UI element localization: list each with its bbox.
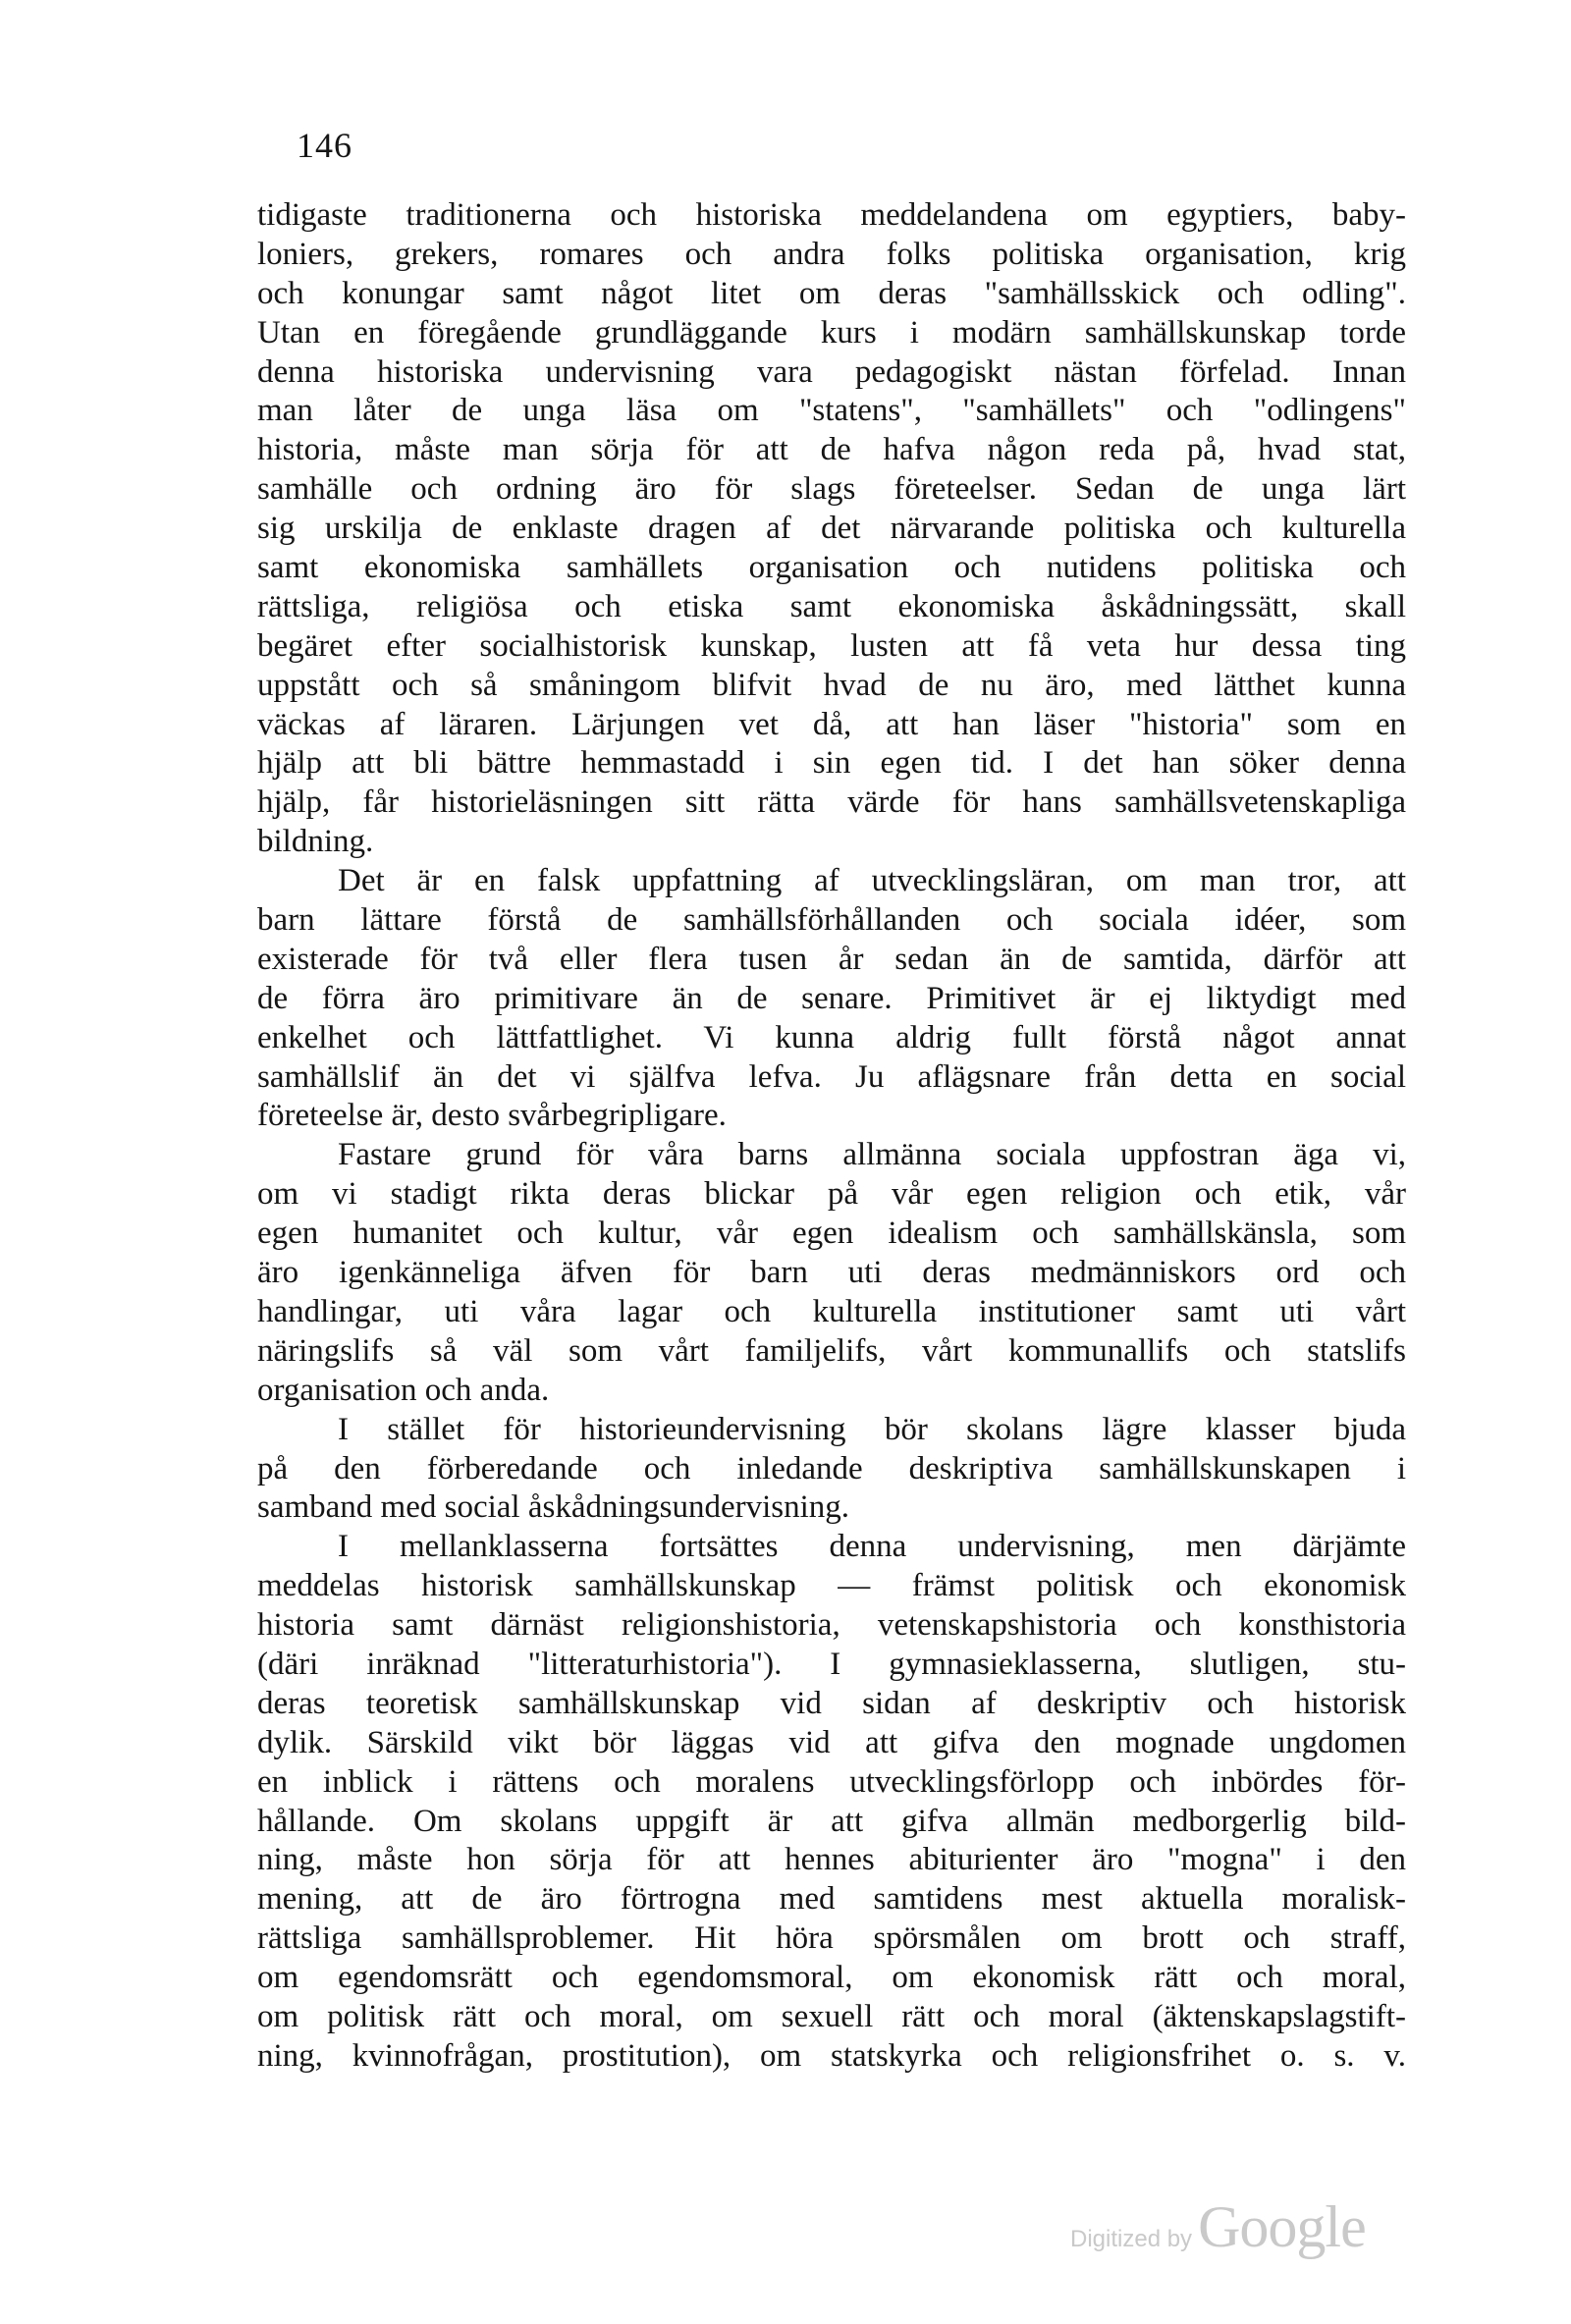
text-line: enkelhet och lättfattlighet. Vi kunna aldrig fullt förstå något annat: [257, 1019, 1406, 1055]
text-line: organisation och anda.: [257, 1372, 550, 1408]
text-line: barn lättare förstå de samhällsförhållanden och sociala idéer, som: [257, 902, 1406, 939]
text-line: och konungar samt något litet om deras "samhällsskick och odling".: [257, 275, 1406, 311]
text-line: äro igenkänneliga äfven för barn uti deras medmänniskors ord och: [257, 1255, 1406, 1291]
text-line: hållande. Om skolans uppgift är att gifva allmän medborgerlig bild-: [257, 1803, 1406, 1839]
text-line: hjälp att bli bättre hemmastadd i sin egen tid. I det han söker denna: [257, 745, 1406, 782]
text-line: Utan en föregående grundläggande kurs i modärn samhällskunskap torde: [257, 314, 1406, 351]
text-line: hjälp, får historieläsningen sitt rätta värde för hans samhällsvetenskapliga: [257, 784, 1406, 821]
page-number: 146: [297, 126, 352, 165]
text-line: rättsliga, religiösa och etiska samt ekonomiska åskådningssätt, skall: [257, 588, 1406, 624]
text-line: historia, måste man sörja för att de hafva någon reda på, hvad stat,: [257, 432, 1406, 468]
text-line: I stället för historieundervisning bör skolans lägre klasser bjuda: [338, 1411, 1406, 1447]
text-line: mening, att de äro förtrogna med samtidens mest aktuella moralisk-: [257, 1881, 1406, 1918]
google-logo: Google: [1198, 2194, 1366, 2259]
text-line: en inblick i rättens och moralens utvecklingsförlopp och inbördes för-: [257, 1763, 1406, 1800]
text-line: Fastare grund för våra barns allmänna sociala uppfostran äga vi,: [338, 1137, 1406, 1173]
text-line: samt ekonomiska samhällets organisation och nutidens politiska och: [257, 550, 1406, 586]
text-line: samhälle och ordning äro för slags företeelser. Sedan de unga lärt: [257, 471, 1406, 508]
text-line: näringslifs så väl som vårt familjelifs, vårt kommunallifs och statslifs: [257, 1332, 1406, 1369]
text-line: samband med social åskådningsundervisning.: [257, 1489, 850, 1526]
text-line: man låter de unga läsa om "statens", "samhällets" och "odlingens": [257, 393, 1406, 429]
text-line: Det är en falsk uppfattning af utvecklingsläran, om man tror, att: [338, 863, 1406, 899]
watermark-prefix: Digitized by: [1070, 2226, 1193, 2252]
body-text: [257, 196, 1406, 2077]
text-line: bildning.: [257, 824, 374, 860]
text-line: samhällslif än det vi själfva lefva. Ju aflägsnare från detta en social: [257, 1058, 1406, 1095]
text-line: rättsliga samhällsproblemer. Hit höra spörsmålen om brott och straff,: [257, 1920, 1406, 1957]
text-line: de förra äro primitivare än de senare. Primitivet är ej liktydigt med: [257, 980, 1406, 1016]
text-line: loniers, grekers, romares och andra folks politiska organisation, krig: [257, 236, 1406, 272]
text-line: begäret efter socialhistorisk kunskap, lusten att få veta hur dessa ting: [257, 627, 1406, 664]
text-line: I mellanklasserna fortsättes denna undervisning, men därjämte: [338, 1529, 1406, 1565]
text-line: egen humanitet och kultur, vår egen idealism och samhällskänsla, som: [257, 1216, 1406, 1252]
text-line: sig urskilja de enklaste dragen af det närvarande politiska och kulturella: [257, 511, 1406, 547]
text-line: meddelas historisk samhällskunskap — främst politisk och ekonomisk: [257, 1568, 1406, 1604]
text-line: uppstått och så småningom blifvit hvad de nu äro, med lätthet kunna: [257, 667, 1406, 703]
text-line: existerade för två eller flera tusen år sedan än de samtida, därför att: [257, 941, 1406, 977]
text-line: på den förberedande och inledande deskriptiva samhällskunskapen i: [257, 1450, 1406, 1486]
text-line: om egendomsrätt och egendomsmoral, om ekonomisk rätt och moral,: [257, 1960, 1406, 1996]
google-watermark: [1070, 2194, 1366, 2259]
text-line: ning, kvinnofrågan, prostitution), om statskyrka och religionsfrihet o. s. v.: [257, 2037, 1406, 2074]
text-line: företeelse är, desto svårbegripligare.: [257, 1098, 727, 1134]
text-line: tidigaste traditionerna och historiska meddelandena om egyptiers, baby-: [257, 197, 1406, 233]
text-line: väckas af läraren. Lärjungen vet då, att han läser "historia" som en: [257, 706, 1406, 742]
text-line: om politisk rätt och moral, om sexuell rätt och moral (äktenskapslagstift-: [257, 1998, 1406, 2034]
text-line: (däri inräknad "litteraturhistoria"). I gymnasieklasserna, slutligen, stu-: [257, 1646, 1406, 1682]
text-line: deras teoretisk samhällskunskap vid sidan af deskriptiv och historisk: [257, 1685, 1406, 1721]
text-line: historia samt därnäst religionshistoria, vetenskapshistoria och konsthistoria: [257, 1607, 1406, 1644]
text-line: handlingar, uti våra lagar och kulturella institutioner samt uti vårt: [257, 1293, 1406, 1329]
text-line: om vi stadigt rikta deras blickar på vår egen religion och etik, vår: [257, 1176, 1406, 1213]
text-line: dylik. Särskild vikt bör läggas vid att gifva den mognade ungdomen: [257, 1724, 1406, 1760]
text-line: ning, måste hon sörja för att hennes abiturienter äro "mogna" i den: [257, 1842, 1406, 1878]
text-line: denna historiska undervisning vara pedagogiskt nästan förfelad. Innan: [257, 353, 1406, 390]
